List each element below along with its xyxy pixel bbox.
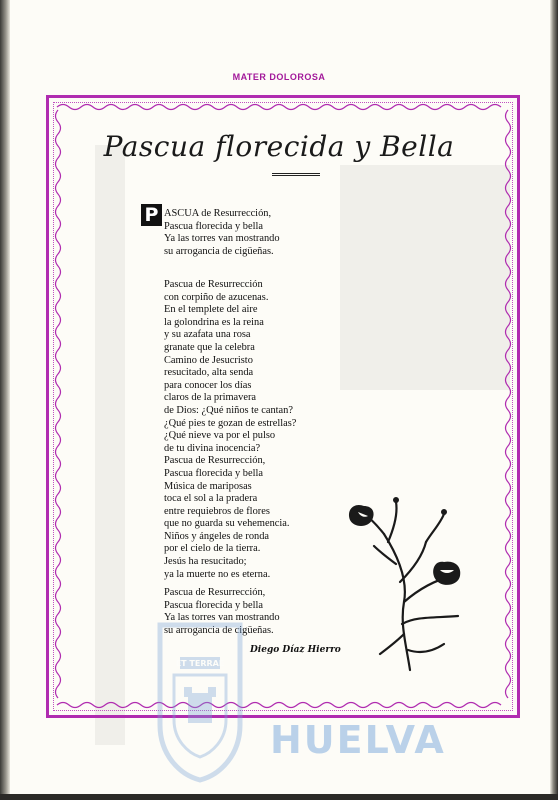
poem-line: ¿Qué pies te gozan de estrellas?	[164, 417, 297, 429]
poem-line: Pascua florecida y bella	[164, 467, 263, 479]
stanza-2	[164, 279, 364, 581]
poem-line: Ya las torres van mostrando	[164, 612, 280, 624]
poem-line: que no guarda su vehemencia.	[164, 518, 290, 530]
poem-line: toca el sol a la pradera	[164, 493, 258, 505]
poem-line: ¿Qué nieve va por el pulso	[164, 430, 276, 442]
poem-line: de Dios: ¿Qué niños te cantan?	[164, 404, 293, 416]
poem-line: claros de la primavera	[164, 392, 257, 404]
poem-line: Pascua de Resurrección,	[164, 455, 266, 467]
watermark-brand: HUELVA	[270, 718, 446, 762]
poem-line: entre requiebros de flores	[164, 505, 270, 517]
rose-branch-illustration	[340, 484, 480, 674]
page-edge	[0, 0, 10, 800]
poem-line: Ya las torres van mostrando	[164, 233, 280, 245]
poem-line: su arrogancia de cigüeñas.	[164, 245, 274, 257]
poem-line: Jesús ha resucitado;	[164, 556, 247, 568]
author-signature: Diego Díaz Hierro	[250, 645, 341, 655]
poem-line: ASCUA de Resurrección,	[164, 208, 272, 219]
poem-line: granate que la celebra	[164, 341, 255, 353]
poem-line: con corpiño de azucenas.	[164, 291, 269, 303]
poem-line: para conocer los días	[164, 379, 252, 391]
poem-line: Música de mariposas	[164, 480, 252, 492]
title-divider	[272, 173, 320, 176]
poem-line: por el cielo de la tierra.	[164, 543, 261, 555]
drop-cap: P	[141, 204, 162, 226]
poem-title: Pascua florecida y Bella	[103, 130, 455, 163]
running-header: MATER DOLOROSA	[232, 72, 326, 82]
poem-line: la golondrina es la reina	[164, 316, 264, 328]
page-edge	[550, 0, 558, 800]
poem-line: En el templete del aire	[164, 304, 258, 316]
poem-line: Camino de Jesucristo	[164, 354, 253, 366]
poem-line: Pascua de Resurrección,	[164, 587, 266, 598]
poem-line: Niños y ángeles de ronda	[164, 530, 270, 542]
poem-line: y su azafata una rosa	[164, 329, 251, 341]
page-edge	[0, 794, 558, 800]
poem-line: ya la muerte no es eterna.	[164, 568, 271, 580]
seal-motto: ET TERRAE	[175, 659, 225, 668]
poem-line: Pascua de Resurrección	[164, 279, 263, 290]
poem-line: su arrogancia de cigüeñas.	[164, 624, 274, 636]
municipal-seal-watermark	[140, 615, 260, 785]
poem-line: resucitado, alta senda	[164, 367, 254, 379]
poem-line: de tu divina inocencia?	[164, 442, 261, 454]
stanza-1	[164, 208, 364, 258]
poem-line: Pascua florecida y bella	[164, 220, 263, 232]
poem-line: Pascua florecida y bella	[164, 599, 263, 611]
